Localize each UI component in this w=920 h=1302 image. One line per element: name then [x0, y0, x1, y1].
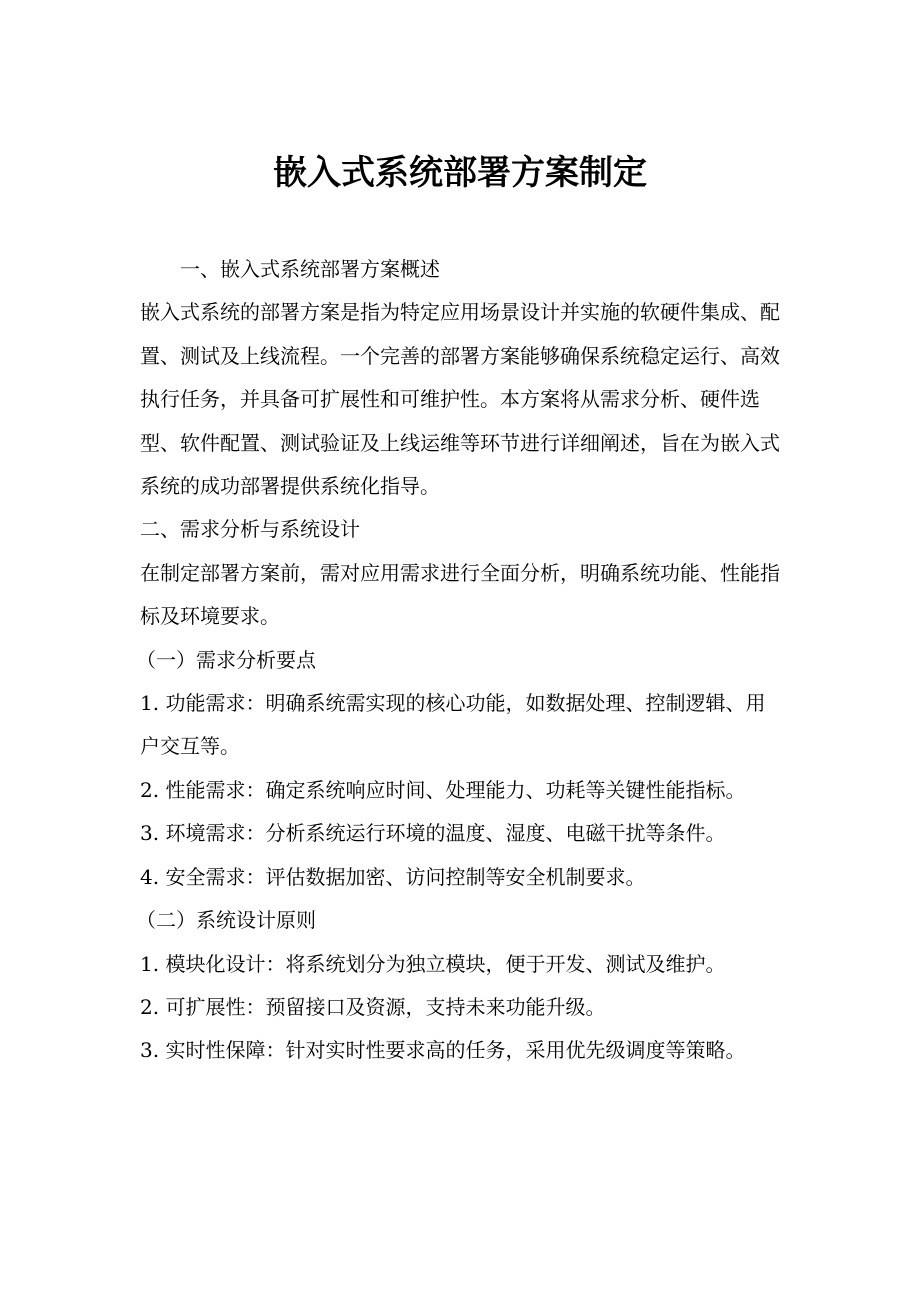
list-item: 3. 实时性保障：针对实时性要求高的任务，采用优先级调度等策略。	[140, 1038, 746, 1063]
list-item: 3. 环境需求：分析系统运行环境的温度、湿度、电磁干扰等条件。	[140, 821, 726, 846]
section-heading: 一、嵌入式系统部署方案概述	[180, 257, 440, 281]
list-item: 2. 可扩展性：预留接口及资源，支持未来功能升级。	[140, 994, 606, 1019]
list-item: 1. 模块化设计：将系统划分为独立模块，便于开发、测试及维护。	[140, 951, 726, 976]
subsection-heading: （二）系统设计原则	[136, 908, 316, 933]
list-item: 2. 性能需求：确定系统响应时间、处理能力、功耗等关键性能指标。	[140, 777, 746, 802]
list-item: 4. 安全需求：评估数据加密、访问控制等安全机制要求。	[140, 864, 646, 889]
section-heading: 二、需求分析与系统设计	[140, 517, 360, 542]
document-body	[136, 248, 780, 1073]
document-title: 嵌入式系统部署方案制定	[273, 153, 647, 193]
paragraph: 在制定部署方案前，需对应用需求进行全面分析，明确系统功能、性能指标及环境要求。	[140, 560, 780, 629]
subsection-heading: （一）需求分析要点	[136, 647, 316, 672]
list-item: 1. 功能需求：明确系统需实现的核心功能，如数据处理、控制逻辑、用户交互等。	[140, 691, 766, 759]
paragraph: 嵌入式系统的部署方案是指为特定应用场景设计并实施的软硬件集成、配置、测试及上线流程。一个完善的部署方案能够确保系统稳定运行、高效执行任务，并具备可扩展性和可维护性。本方案将从需求分析、硬件选型、软件配置、测试验证及上线运维等环节进行详细阐述，旨在为嵌入式系统的成功部署提供系统化指导。	[140, 300, 780, 499]
